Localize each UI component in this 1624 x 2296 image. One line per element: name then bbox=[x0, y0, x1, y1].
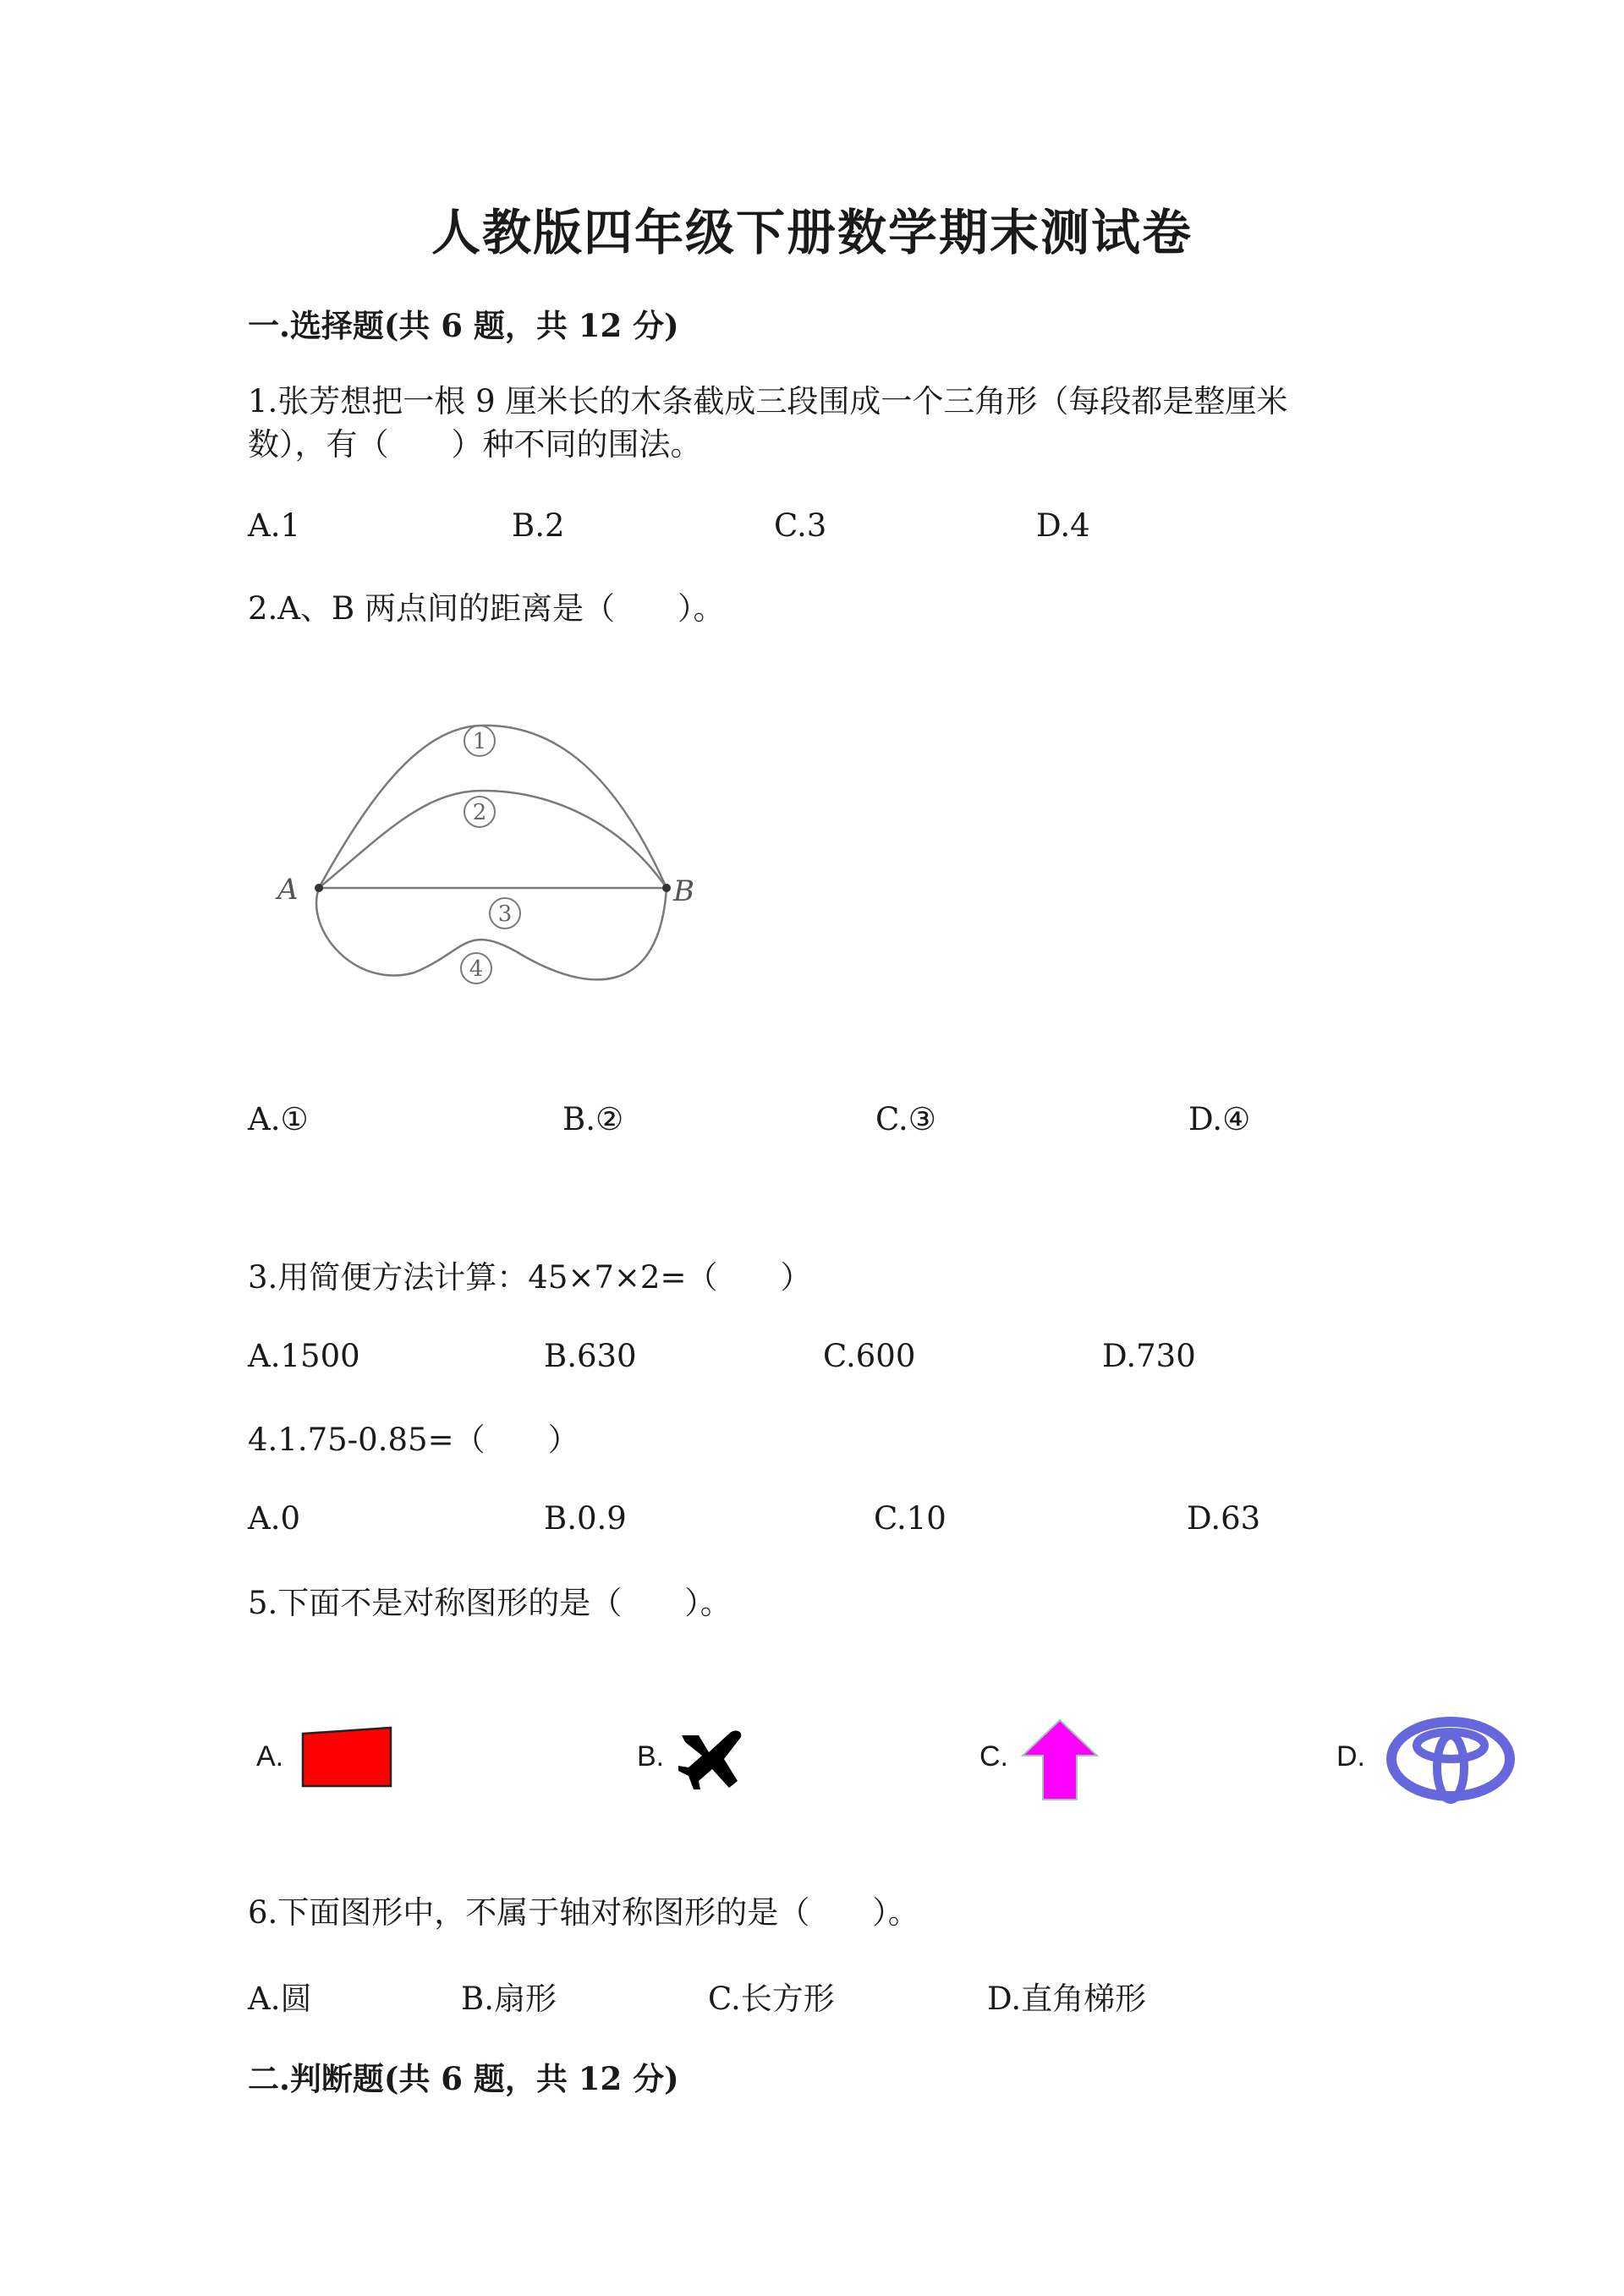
question-6-text: 6.下面图形中，不属于轴对称图形的是（ ）。 bbox=[248, 1894, 919, 1931]
q5-option-a-label: A. bbox=[256, 1740, 284, 1773]
section-heading-judgment: 二.判断题(共 6 题，共 12 分) bbox=[248, 2060, 679, 2097]
q2-option-b: B.② bbox=[562, 1101, 624, 1137]
q3-option-c: C.600 bbox=[823, 1338, 916, 1374]
q5-option-b-label: B. bbox=[637, 1740, 665, 1773]
q1-option-d: D.4 bbox=[1036, 507, 1090, 544]
q1-option-b: B.2 bbox=[512, 507, 565, 544]
toyota-logo-icon bbox=[1383, 1708, 1518, 1810]
q3-option-d: D.730 bbox=[1102, 1338, 1196, 1374]
question-5-text: 5.下面不是对称图形的是（ ）。 bbox=[248, 1585, 732, 1621]
q4-option-b: B.0.9 bbox=[544, 1500, 627, 1537]
q4-option-d: D.63 bbox=[1187, 1500, 1261, 1537]
q6-option-d: D.直角梯形 bbox=[987, 1981, 1147, 2017]
red-trapezoid-icon bbox=[300, 1725, 393, 1791]
airplane-icon bbox=[673, 1725, 749, 1793]
question-3-text: 3.用简便方法计算：45×7×2=（ ） bbox=[248, 1259, 812, 1296]
question-1-line-2: 数），有（ ）种不同的围法。 bbox=[248, 426, 702, 463]
q1-option-a: A.1 bbox=[248, 507, 301, 544]
question-4-text: 4.1.75-0.85=（ ） bbox=[248, 1422, 579, 1458]
q6-option-a: A.圆 bbox=[248, 1981, 312, 2017]
question-2-text: 2.A、B 两点间的距离是（ ）。 bbox=[248, 590, 725, 627]
marker-1-label: 1 bbox=[472, 729, 487, 754]
q2-option-a: A.① bbox=[248, 1101, 309, 1137]
label-b: B bbox=[673, 874, 694, 908]
marker-2-label: 2 bbox=[472, 800, 487, 825]
q6-option-c: C.长方形 bbox=[708, 1981, 835, 2017]
q2-option-d: D.④ bbox=[1188, 1101, 1251, 1137]
page-title: 人教版四年级下册数学期末测试卷 bbox=[431, 204, 1193, 261]
q1-option-c: C.3 bbox=[774, 507, 827, 544]
marker-3-label: 3 bbox=[497, 901, 513, 927]
q5-option-d-label: D. bbox=[1336, 1740, 1365, 1773]
point-b bbox=[662, 884, 671, 892]
q3-option-a: A.1500 bbox=[248, 1338, 360, 1374]
upward-arrow-icon bbox=[1019, 1717, 1100, 1803]
section-heading-choice: 一.选择题(共 6 题，共 12 分) bbox=[248, 307, 679, 344]
q5-option-c-label: C. bbox=[979, 1740, 1008, 1773]
q2-option-c: C.③ bbox=[875, 1101, 936, 1137]
q3-option-b: B.630 bbox=[544, 1338, 637, 1374]
q4-option-a: A.0 bbox=[248, 1500, 301, 1537]
path-diagram bbox=[271, 710, 710, 1015]
q6-option-b: B.扇形 bbox=[461, 1981, 557, 2017]
q4-option-c: C.10 bbox=[874, 1500, 946, 1537]
question-1-line-1: 1.张芳想把一根 9 厘米长的木条截成三段围成一个三角形（每段都是整厘米 bbox=[248, 383, 1288, 419]
point-a bbox=[315, 884, 323, 892]
label-a: A bbox=[277, 873, 299, 907]
marker-4-label: 4 bbox=[469, 956, 484, 982]
